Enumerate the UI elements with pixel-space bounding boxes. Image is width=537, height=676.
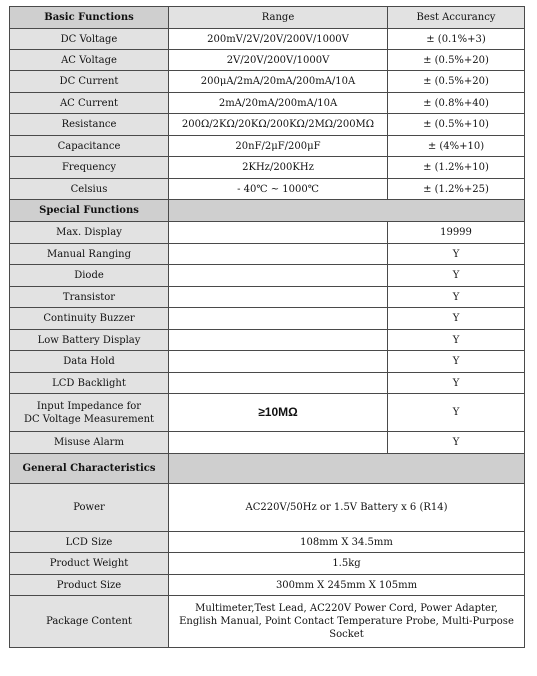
row-label: Celsius	[10, 179, 169, 200]
empty-cell	[169, 265, 388, 287]
spec-table	[9, 6, 525, 648]
table-row	[10, 394, 525, 432]
product-weight-value: 1.5kg	[169, 553, 525, 575]
impedance-spec: ≥10MΩ	[169, 394, 388, 432]
table-row	[10, 351, 525, 373]
range-value: 20nF/2μF/200μF	[169, 136, 388, 157]
range-value: 200Ω/2KΩ/20KΩ/200KΩ/2MΩ/200MΩ	[169, 114, 388, 136]
general-characteristics-title: General Characteristics	[10, 454, 169, 484]
table-row	[10, 179, 525, 200]
feature-value: Y	[388, 373, 525, 394]
range-value: 2KHz/200KHz	[169, 157, 388, 179]
row-label	[10, 394, 169, 432]
lcd-size-value: 108mm X 34.5mm	[169, 532, 525, 553]
empty-cell	[169, 432, 388, 454]
table-row	[10, 575, 525, 596]
row-label: LCD Backlight	[10, 373, 169, 394]
section-filler	[169, 454, 525, 484]
section-filler	[169, 200, 525, 222]
special-header-row	[10, 200, 525, 222]
spec-sheet	[9, 6, 524, 667]
row-label: Continuity Buzzer	[10, 308, 169, 330]
row-label: Transistor	[10, 287, 169, 308]
range-value: 2mA/20mA/200mA/10A	[169, 93, 388, 114]
accuracy-value: ± (0.8%+40)	[388, 93, 525, 114]
feature-value: Y	[388, 308, 525, 330]
table-row	[10, 136, 525, 157]
table-row	[10, 50, 525, 71]
row-label: Diode	[10, 265, 169, 287]
row-label: Frequency	[10, 157, 169, 179]
row-label-line: DC Voltage Measurement	[23, 413, 155, 425]
accuracy-value: ± (1.2%+10)	[388, 157, 525, 179]
empty-cell	[169, 287, 388, 308]
basic-header-row	[10, 7, 525, 29]
table-row	[10, 308, 525, 330]
table-row	[10, 287, 525, 308]
table-row	[10, 93, 525, 114]
table-row	[10, 157, 525, 179]
feature-value: Y	[388, 394, 525, 432]
row-label: Product Size	[10, 575, 169, 596]
row-label-line: Input Impedance for	[36, 400, 142, 412]
table-row	[10, 432, 525, 454]
table-row	[10, 532, 525, 553]
row-label: Capacitance	[10, 136, 169, 157]
empty-cell	[169, 308, 388, 330]
table-row	[10, 244, 525, 265]
accuracy-value: ± (0.5%+20)	[388, 71, 525, 93]
table-row	[10, 222, 525, 244]
power-value: AC220V/50Hz or 1.5V Battery x 6 (R14)	[169, 484, 525, 532]
table-row	[10, 29, 525, 50]
empty-cell	[169, 222, 388, 244]
basic-functions-title: Basic Functions	[10, 7, 169, 29]
empty-cell	[169, 351, 388, 373]
row-label: Power	[10, 484, 169, 532]
accuracy-value: ± (1.2%+25)	[388, 179, 525, 200]
product-size-value: 300mm X 245mm X 105mm	[169, 575, 525, 596]
feature-value: Y	[388, 244, 525, 265]
accuracy-value: ± (0.5%+20)	[388, 50, 525, 71]
range-value: 2V/20V/200V/1000V	[169, 50, 388, 71]
row-label: Misuse Alarm	[10, 432, 169, 454]
accuracy-value: ± (4%+10)	[388, 136, 525, 157]
feature-value: Y	[388, 351, 525, 373]
row-label: AC Voltage	[10, 50, 169, 71]
row-label: Package Content	[10, 596, 169, 648]
range-value: 200mV/2V/20V/200V/1000V	[169, 29, 388, 50]
accuracy-value: ± (0.1%+3)	[388, 29, 525, 50]
row-label: Low Battery Display	[10, 330, 169, 351]
row-label: AC Current	[10, 93, 169, 114]
range-header: Range	[169, 7, 388, 29]
table-row	[10, 330, 525, 351]
table-row	[10, 265, 525, 287]
table-row	[10, 596, 525, 648]
table-row	[10, 484, 525, 532]
table-row	[10, 553, 525, 575]
feature-value: 19999	[388, 222, 525, 244]
package-content-value: Multimeter,Test Lead, AC220V Power Cord, Power Adapter, English Manual, Point Contact Temperature Probe, Multi-Purpose Socket	[169, 596, 525, 648]
empty-cell	[169, 373, 388, 394]
table-row	[10, 71, 525, 93]
feature-value: Y	[388, 287, 525, 308]
row-label: DC Voltage	[10, 29, 169, 50]
row-label: Product Weight	[10, 553, 169, 575]
row-label: Manual Ranging	[10, 244, 169, 265]
feature-value: Y	[388, 265, 525, 287]
accuracy-header: Best Accurancy	[388, 7, 525, 29]
empty-cell	[169, 244, 388, 265]
table-row	[10, 114, 525, 136]
row-label: Data Hold	[10, 351, 169, 373]
accuracy-value: ± (0.5%+10)	[388, 114, 525, 136]
row-label: Resistance	[10, 114, 169, 136]
table-row	[10, 373, 525, 394]
row-label: DC Current	[10, 71, 169, 93]
range-value: - 40℃ ~ 1000℃	[169, 179, 388, 200]
feature-value: Y	[388, 330, 525, 351]
row-label: Max. Display	[10, 222, 169, 244]
empty-cell	[169, 330, 388, 351]
general-header-row	[10, 454, 525, 484]
special-functions-title: Special Functions	[10, 200, 169, 222]
range-value: 200μA/2mA/20mA/200mA/10A	[169, 71, 388, 93]
row-label: LCD Size	[10, 532, 169, 553]
feature-value: Y	[388, 432, 525, 454]
